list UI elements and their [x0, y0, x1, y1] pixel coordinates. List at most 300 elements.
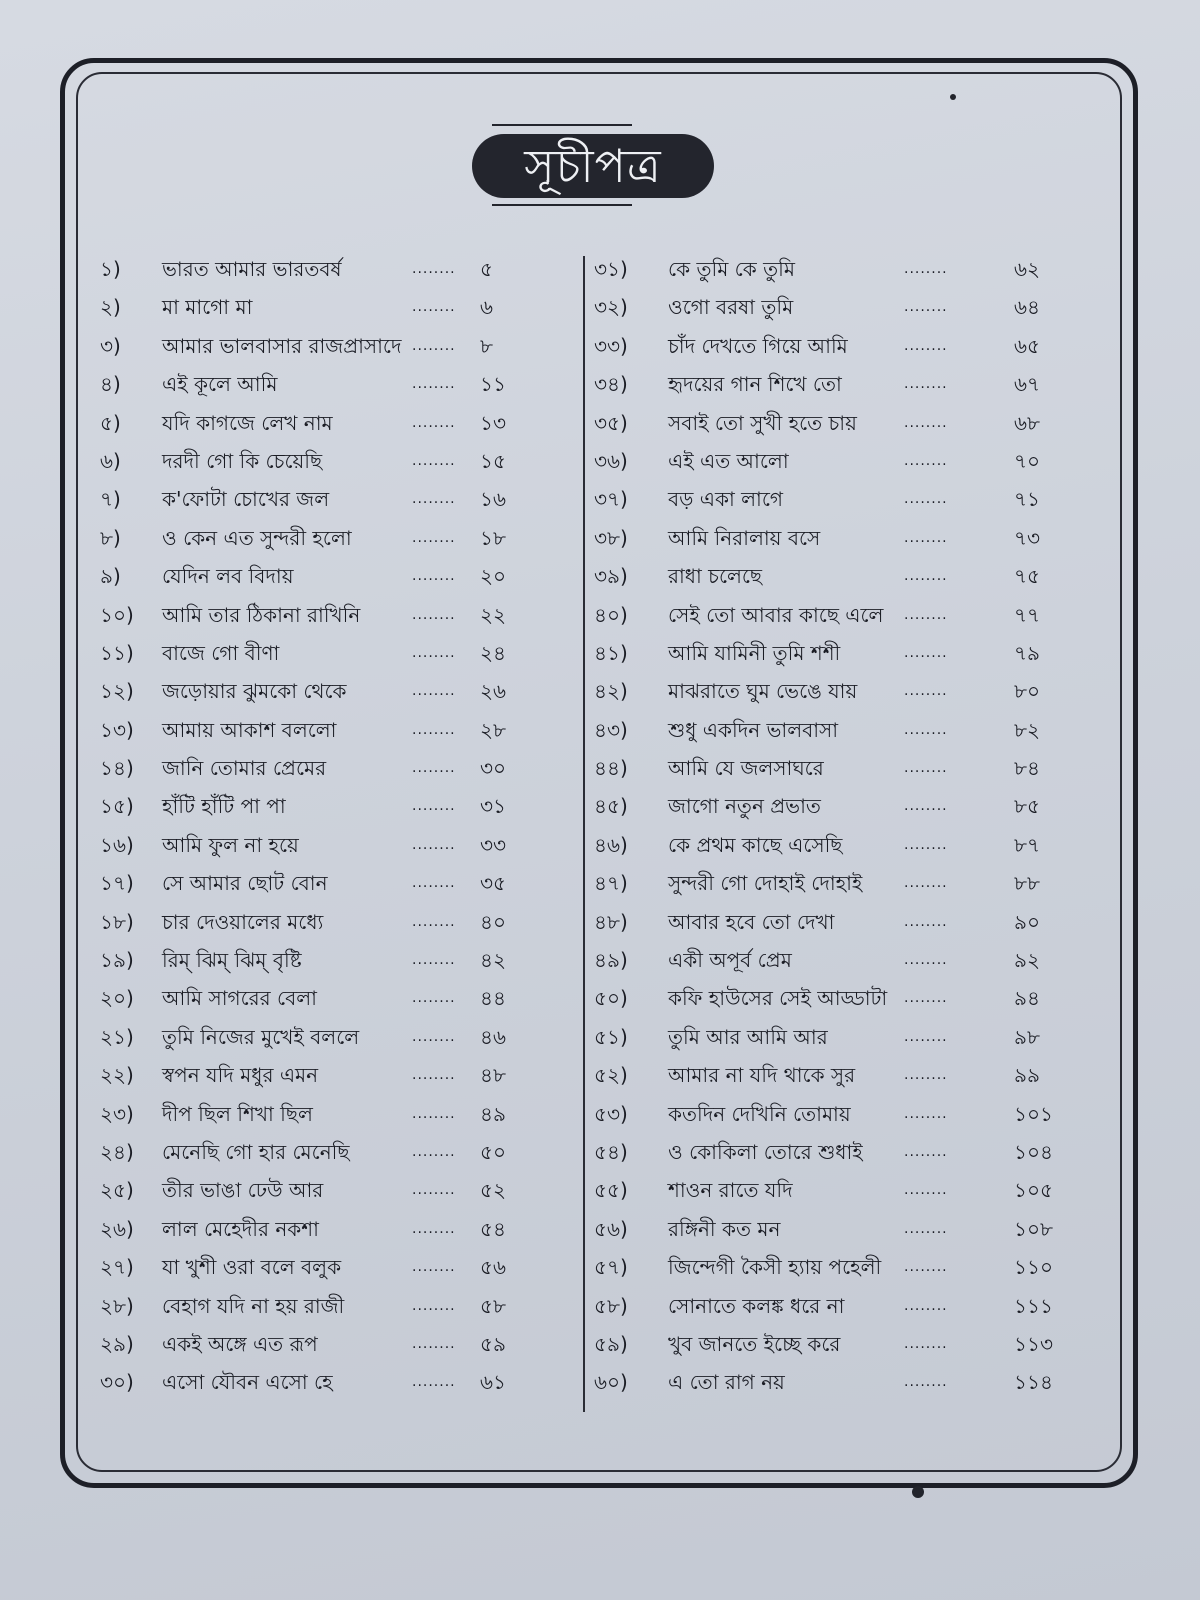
toc-entry [594, 985, 1084, 1023]
toc-entry [594, 1331, 1084, 1369]
toc-entry [100, 640, 520, 678]
toc-entry-leader: ........ [904, 1220, 948, 1237]
toc-entry-number: ১৬) [100, 832, 134, 857]
toc-entry-page: ৬১ [480, 1370, 506, 1395]
toc-entry-number: ৬) [100, 448, 121, 473]
toc-entry-title: মা মাগো মা [162, 295, 253, 320]
toc-entry-leader: ........ [412, 414, 456, 431]
toc-entry-leader: ........ [412, 529, 456, 546]
toc-entry [594, 410, 1084, 448]
toc-entry-number: ১১) [100, 640, 134, 665]
toc-entry [100, 1369, 520, 1407]
toc-entry-page: ৭৯ [1014, 640, 1040, 665]
toc-entry-leader: ........ [904, 1105, 948, 1122]
toc-entry-title: জানি তোমার প্রেমের [162, 756, 327, 781]
toc-entry-number: ১৪) [100, 756, 134, 781]
toc-entry-page: ৬৭ [1014, 372, 1041, 397]
toc-entry-number: ৩১) [594, 257, 628, 281]
toc-entry [100, 486, 520, 524]
toc-entry-title: আমায় আকাশ বললো [162, 717, 337, 742]
toc-entry-title: ওগো বরষা তুমি [668, 295, 794, 320]
toc-entry-leader: ........ [904, 414, 948, 431]
toc-entry-title: সেই তো আবার কাছে এলে [668, 602, 884, 627]
toc-entry-number: ১৩) [100, 717, 134, 742]
toc-entry-page: ২৮ [480, 717, 506, 742]
toc-entry-number: ২০) [100, 986, 134, 1011]
toc-entry-leader: ........ [412, 606, 456, 623]
toc-entry [594, 1216, 1084, 1254]
toc-entry-number: ১৯) [100, 948, 134, 973]
toc-entry [594, 947, 1084, 985]
toc-entry [594, 256, 1084, 294]
toc-entry-title: সবাই তো সুখী হতে চায় [668, 410, 857, 435]
toc-entry-leader: ........ [904, 721, 948, 738]
toc-entry-page: ৪৯ [480, 1101, 506, 1126]
toc-entry-page: ১১১ [1014, 1293, 1053, 1318]
toc-entry-number: ৪২) [594, 679, 628, 704]
toc-entry-leader: ........ [412, 644, 456, 661]
toc-entry [594, 525, 1084, 563]
toc-entry-page: ৪৬ [480, 1024, 506, 1049]
toc-entry-page: ৭৫ [1014, 564, 1040, 589]
toc-entry-number: ৯) [100, 564, 121, 589]
toc-entry [594, 1293, 1084, 1331]
toc-entry-title: সোনাতে কলঙ্ক ধরে না [668, 1293, 845, 1318]
toc-entry-page: ১৫ [480, 448, 506, 473]
toc-entry-number: ১৮) [100, 909, 134, 934]
toc-entry-number: ৩৬) [594, 448, 628, 473]
toc-entry-title: স্বপন যদি মধুর এমন [162, 1063, 319, 1088]
toc-entry-number: ৫৫) [594, 1178, 628, 1203]
toc-entry-number: ৬০) [594, 1370, 628, 1395]
toc-entry-title: চাঁদ দেখতে গিয়ে আমি [668, 333, 848, 358]
toc-entry-leader: ........ [412, 1028, 456, 1045]
toc-entry-leader: ........ [412, 990, 456, 1007]
toc-entry [594, 1369, 1084, 1407]
toc-entry-number: ১২) [100, 679, 134, 704]
toc-entry-number: ৩৮) [594, 525, 628, 550]
toc-entry-page: ৩০ [480, 756, 507, 781]
toc-entry-page: ১১৪ [1014, 1370, 1053, 1395]
toc-column-left [100, 256, 520, 1408]
toc-entry-leader: ........ [904, 644, 948, 661]
toc-entry-leader: ........ [412, 452, 456, 469]
toc-entry-page: ৪০ [480, 909, 506, 934]
toc-entry-title: জাগো নতুন প্রভাত [668, 794, 821, 819]
toc-entry-leader: ........ [412, 261, 456, 277]
toc-entry-title: জড়োয়ার ঝুমকো থেকে [162, 679, 347, 704]
toc-entry-page: ৮৫ [1014, 794, 1040, 819]
toc-entry [100, 717, 520, 755]
toc-entry-leader: ........ [412, 836, 456, 853]
toc-entry-title: ভারত আমার ভারতবর্ষ [162, 257, 342, 281]
toc-entry-leader: ........ [904, 1028, 948, 1045]
toc-entry-page: ২২ [480, 602, 507, 627]
toc-entry-title: কে তুমি কে তুমি [668, 257, 795, 281]
toc-entry-number: ৫৭) [594, 1255, 628, 1280]
toc-entry [594, 1101, 1084, 1139]
toc-entry-title: আমি সাগরের বেলা [162, 986, 317, 1011]
toc-entry-page: ৮৭ [1014, 832, 1040, 857]
toc-entry [100, 870, 520, 908]
toc-entry-page: ৬৫ [1014, 333, 1040, 358]
toc-entry-leader: ........ [904, 299, 948, 316]
toc-entry-number: ৪০) [594, 602, 628, 627]
toc-entry [100, 1293, 520, 1331]
toc-entry-leader: ........ [904, 875, 948, 892]
toc-entry [594, 717, 1084, 755]
toc-entry-page: ২৪ [480, 640, 506, 665]
toc-entry-page: ১৩ [480, 410, 506, 435]
toc-entry-leader: ........ [412, 568, 456, 585]
toc-entry [594, 333, 1084, 371]
toc-entry [100, 793, 520, 831]
toc-entry-title: একই অঙ্গে এত রূপ [162, 1331, 318, 1356]
toc-entry [594, 870, 1084, 908]
toc-entry [594, 448, 1084, 486]
toc-entry-number: ৩০) [100, 1370, 134, 1395]
toc-entry-number: ২১) [100, 1024, 134, 1049]
toc-entry-title: রিম্ ঝিম্ ঝিম্ বৃষ্টি [162, 948, 302, 973]
toc-entry-title: বড় একা লাগে [668, 487, 783, 512]
toc-entry-page: ১০১ [1014, 1101, 1053, 1126]
toc-entry-leader: ........ [904, 836, 948, 853]
toc-entry [100, 1024, 520, 1062]
toc-entry [100, 602, 520, 640]
toc-entry-page: ৬ [480, 295, 494, 320]
toc-entry-title: ও কোকিলা তোরে শুধাই [668, 1139, 863, 1164]
toc-entry-number: ১০) [100, 602, 134, 627]
toc-entry-page: ৭০ [1014, 448, 1041, 473]
toc-entry-number: ২৮) [100, 1293, 134, 1318]
toc-entry-title: একী অপূর্ব প্রেম [668, 948, 792, 973]
toc-entry-title: দরদী গো কি চেয়েছি [162, 448, 323, 473]
toc-entry [594, 755, 1084, 793]
toc-entry-number: ৪৩) [594, 717, 628, 742]
toc-entry-leader: ........ [412, 1143, 456, 1160]
toc-entry-page: ৯৮ [1014, 1024, 1040, 1049]
toc-entry [594, 1254, 1084, 1292]
toc-entry-leader: ........ [412, 337, 456, 354]
toc-entry-title: দীপ ছিল শিখা ছিল [162, 1101, 313, 1126]
toc-entry-title: শাওন রাতে যদি [668, 1178, 793, 1203]
toc-entry-page: ৭১ [1014, 487, 1040, 512]
toc-entry-leader: ........ [904, 491, 948, 508]
toc-entry [100, 333, 520, 371]
toc-entry-title: বাজে গো বীণা [162, 640, 280, 665]
toc-entry-title: এই কূলে আমি [162, 372, 278, 397]
toc-entry-title: যেদিন লব বিদায় [162, 564, 294, 589]
toc-entry [100, 563, 520, 601]
toc-entry [100, 256, 520, 294]
toc-entry [100, 448, 520, 486]
toc-entry-page: ৪২ [480, 948, 506, 973]
toc-entry-leader: ........ [904, 1297, 948, 1314]
toc-entry-page: ৫ [480, 257, 493, 281]
toc-entry-page: ৫৮ [480, 1293, 506, 1318]
toc-entry-page: ৫২ [480, 1178, 506, 1203]
toc-entry-page: ৭৭ [1014, 602, 1041, 627]
toc-entry-page: ১৮ [480, 525, 506, 550]
toc-entry-number: ২৩) [100, 1101, 134, 1126]
toc-entry-leader: ........ [904, 261, 948, 277]
toc-entry [594, 640, 1084, 678]
ink-speck [912, 1486, 924, 1498]
toc-entry-leader: ........ [904, 606, 948, 623]
toc-entry-page: ৭৩ [1014, 525, 1041, 550]
toc-entry-title: আমার ভালবাসার রাজপ্রাসাদে [162, 333, 402, 358]
toc-entry-number: ৪৮) [594, 909, 628, 934]
toc-entry-leader: ........ [412, 1335, 456, 1352]
toc-entry-leader: ........ [412, 875, 456, 892]
toc-entry-leader: ........ [412, 1105, 456, 1122]
toc-entry-title: তীর ভাঙা ঢেউ আর [162, 1178, 324, 1203]
toc-entry-page: ৬২ [1014, 257, 1041, 281]
toc-entry-leader: ........ [904, 1143, 948, 1160]
toc-entry-leader: ........ [412, 952, 456, 969]
toc-entry-leader: ........ [904, 452, 948, 469]
toc-entry-title: শুধু একদিন ভালবাসা [668, 717, 839, 742]
toc-entry-page: ১০৫ [1014, 1178, 1053, 1203]
toc-entry-number: ৪৬) [594, 832, 628, 857]
toc-entry-number: ৫৮) [594, 1293, 628, 1318]
toc-entry-page: ৮ [480, 333, 493, 358]
toc-entry-title: খুব জানতে ইচ্ছে করে [668, 1331, 841, 1356]
toc-entry-leader: ........ [904, 337, 948, 354]
toc-entry-title: এ তো রাগ নয় [668, 1370, 785, 1395]
toc-entry [594, 1177, 1084, 1215]
toc-entry-number: ৪১) [594, 640, 628, 665]
toc-entry-leader: ........ [904, 1067, 948, 1084]
toc-entry-number: ৫২) [594, 1063, 628, 1088]
toc-entry-page: ৫৯ [480, 1331, 506, 1356]
toc-entry-number: ৮) [100, 525, 121, 550]
toc-entry-leader: ........ [412, 299, 456, 316]
toc-entry-title: আমি যামিনী তুমি শশী [668, 640, 841, 665]
toc-entry-page: ২০ [480, 564, 507, 589]
toc-entry-number: ৩৯) [594, 564, 628, 589]
toc-entry-leader: ........ [412, 1374, 456, 1391]
toc-entry-title: আমার না যদি থাকে সুর [668, 1063, 856, 1088]
toc-entry-number: ২৫) [100, 1178, 134, 1203]
toc-entry-leader: ........ [904, 683, 948, 700]
page-title: সূচীপত্র [472, 134, 714, 198]
toc-entry-page: ১১০ [1014, 1255, 1053, 1280]
toc-entry-title: আমি যে জলসাঘরে [668, 756, 824, 781]
toc-entry [594, 563, 1084, 601]
toc-entry-title: যা খুশী ওরা বলে বলুক [162, 1255, 342, 1280]
toc-entry-page: ৮২ [1014, 717, 1040, 742]
toc-entry-title: জিন্দেগী কৈসী হ্যায় পহেলী [668, 1255, 882, 1280]
toc-entry [100, 1331, 520, 1369]
toc-entry-title: সুন্দরী গো দোহাই দোহাই [668, 871, 863, 896]
toc-entry [100, 832, 520, 870]
toc-entry-page: ১০৮ [1014, 1216, 1053, 1241]
toc-entry [594, 832, 1084, 870]
toc-entry-number: ৫১) [594, 1024, 628, 1049]
toc-entry [594, 1024, 1084, 1062]
toc-entry-leader: ........ [904, 1182, 948, 1199]
toc-entry-number: ৪৪) [594, 756, 628, 781]
toc-entry-leader: ........ [412, 1182, 456, 1199]
toc-entry-leader: ........ [904, 376, 948, 393]
toc-entry-number: ২২) [100, 1063, 134, 1088]
toc-entry-number: ১) [100, 257, 121, 281]
toc-entry-title: তুমি নিজের মুখেই বললে [162, 1024, 360, 1049]
toc-entry-title: হৃদয়ের গান শিখে তো [668, 372, 842, 397]
toc-entry-title: বেহাগ যদি না হয় রাজী [162, 1293, 345, 1318]
toc-entry-leader: ........ [412, 1067, 456, 1084]
toc-entry-number: ২৪) [100, 1139, 134, 1164]
toc-entry [594, 486, 1084, 524]
toc-entry-title: ও কেন এত সুন্দরী হলো [162, 525, 352, 550]
toc-entry [100, 1216, 520, 1254]
toc-entry-number: ৫০) [594, 986, 628, 1011]
toc-entry-page: ৫০ [480, 1139, 506, 1164]
toc-entry [100, 909, 520, 947]
toc-entry-page: ৬৪ [1014, 295, 1040, 320]
toc-entry-title: রঙ্গিনী কত মন [668, 1216, 781, 1241]
toc-entry-number: ১৭) [100, 871, 134, 896]
toc-entry [100, 294, 520, 332]
toc-entry-title: লাল মেহেদীর নকশা [162, 1216, 319, 1241]
toc-entry-title: তুমি আর আমি আর [668, 1024, 828, 1049]
toc-entry-number: ৫৩) [594, 1101, 628, 1126]
toc-entry-number: ৩৪) [594, 372, 628, 397]
toc-entry-title: কতদিন দেখিনি তোমায় [668, 1101, 851, 1126]
toc-entry-number: ৫) [100, 410, 121, 435]
title-rule-bottom [492, 204, 632, 206]
toc-entry-number: ৪) [100, 372, 121, 397]
toc-entry [100, 410, 520, 448]
toc-entry [594, 678, 1084, 716]
toc-entry-leader: ........ [904, 1335, 948, 1352]
toc-entry [594, 909, 1084, 947]
toc-entry-leader: ........ [412, 721, 456, 738]
toc-entry-leader: ........ [412, 491, 456, 508]
toc-entry-number: ৪৭) [594, 871, 628, 896]
toc-entry-page: ৮৪ [1014, 756, 1040, 781]
toc-entry-title: কে প্রথম কাছে এসেছি [668, 832, 843, 857]
toc-entry-title: হাঁটি হাঁটি পা পা [162, 794, 286, 819]
toc-entry-page: ৯২ [1014, 948, 1040, 973]
toc-entry-leader: ........ [904, 760, 948, 777]
toc-entry [100, 755, 520, 793]
toc-entry [594, 793, 1084, 831]
toc-entry-page: ৩৩ [480, 832, 507, 857]
toc-entry-number: ২) [100, 295, 121, 320]
toc-entry-number: ৪৯) [594, 948, 628, 973]
toc-entry [100, 947, 520, 985]
toc-entry-title: কফি হাউসের সেই আড্ডাটা [668, 986, 888, 1011]
toc-entry-title: এসো যৌবন এসো হে [162, 1370, 333, 1395]
toc-entry-page: ৩১ [480, 794, 506, 819]
toc-entry-title: মাঝরাতে ঘুম ভেঙে যায় [668, 679, 858, 704]
toc-entry-leader: ........ [412, 376, 456, 393]
toc-entry-title: মেনেছি গো হার মেনেছি [162, 1139, 350, 1164]
toc-entry-title: সে আমার ছোট বোন [162, 871, 328, 896]
toc-entry-page: ৫৪ [480, 1216, 506, 1241]
toc-entry-page: ১৬ [480, 487, 506, 512]
toc-entry [594, 371, 1084, 409]
toc-entry-number: ৫৬) [594, 1216, 628, 1241]
toc-entry-title: আমি ফুল না হয়ে [162, 832, 299, 857]
toc-entry-title: যদি কাগজে লেখ নাম [162, 410, 333, 435]
toc-entry-page: ৫৬ [480, 1255, 506, 1280]
toc-entry [100, 985, 520, 1023]
toc-entry [100, 1062, 520, 1100]
toc-entry-leader: ........ [904, 1259, 948, 1276]
toc-entry-leader: ........ [412, 1259, 456, 1276]
toc-entry-page: ৩৫ [480, 871, 506, 896]
toc-entry-number: ১৫) [100, 794, 134, 819]
title-rule-top [492, 124, 632, 126]
toc-entry-title: চার দেওয়ালের মধ্যে [162, 909, 324, 934]
toc-entry-title: রাধা চলেছে [668, 564, 763, 589]
toc-entry-page: ২৬ [480, 679, 507, 704]
ink-speck [950, 94, 956, 100]
toc-entry [594, 602, 1084, 640]
toc-entry-page: ৯০ [1014, 909, 1040, 934]
toc-entry [100, 1101, 520, 1139]
toc-entry-number: ৪৫) [594, 794, 628, 819]
toc-entry-page: ৯৪ [1014, 986, 1040, 1011]
toc-entry-leader: ........ [904, 990, 948, 1007]
toc-entry-number: ৭) [100, 487, 121, 512]
toc-entry-leader: ........ [904, 952, 948, 969]
toc-entry-number: ৩৫) [594, 410, 628, 435]
toc-entry-leader: ........ [412, 1220, 456, 1237]
toc-entry-number: ২৭) [100, 1255, 134, 1280]
toc-column-right [594, 256, 1084, 1408]
toc-entry-page: ৮৮ [1014, 871, 1040, 896]
toc-entry-leader: ........ [904, 1374, 948, 1391]
toc-entry [100, 525, 520, 563]
toc-entry-leader: ........ [412, 1297, 456, 1314]
toc-entry [100, 1254, 520, 1292]
toc-entry-page: ৯৯ [1014, 1063, 1040, 1088]
toc-entry [100, 1139, 520, 1177]
toc-entry [594, 1139, 1084, 1177]
toc-entry-page: ১১ [480, 372, 506, 397]
toc-entry-number: ৫৯) [594, 1331, 628, 1356]
toc-entry [594, 294, 1084, 332]
toc-entry-page: ১১৩ [1014, 1331, 1053, 1356]
toc-entry-page: ১০৪ [1014, 1139, 1053, 1164]
toc-entry-leader: ........ [904, 568, 948, 585]
toc-entry-page: ৪৪ [480, 986, 506, 1011]
toc-entry-title: ক'ফোটা চোখের জল [162, 487, 330, 512]
toc-entry-page: ৪৮ [480, 1063, 506, 1088]
toc-entry-number: ৫৪) [594, 1139, 628, 1164]
toc-entry-leader: ........ [412, 913, 456, 930]
toc-entry [594, 1062, 1084, 1100]
toc-entry-title: এই এত আলো [668, 448, 789, 473]
toc-entry-number: ২৯) [100, 1331, 134, 1356]
toc-entry-leader: ........ [412, 683, 456, 700]
toc-entry-number: ৩৩) [594, 333, 628, 358]
toc-entry-number: ২৬) [100, 1216, 134, 1241]
toc-entry-number: ৩৭) [594, 487, 628, 512]
toc-entry-leader: ........ [412, 798, 456, 815]
toc-entry [100, 1177, 520, 1215]
toc-entry [100, 678, 520, 716]
toc-entry-title: আবার হবে তো দেখা [668, 909, 835, 934]
toc-entry-number: ৩) [100, 333, 121, 358]
toc-entry-leader: ........ [904, 913, 948, 930]
toc-entry-page: ৮০ [1014, 679, 1040, 704]
toc-entry-title: আমি নিরালায় বসে [668, 525, 821, 550]
